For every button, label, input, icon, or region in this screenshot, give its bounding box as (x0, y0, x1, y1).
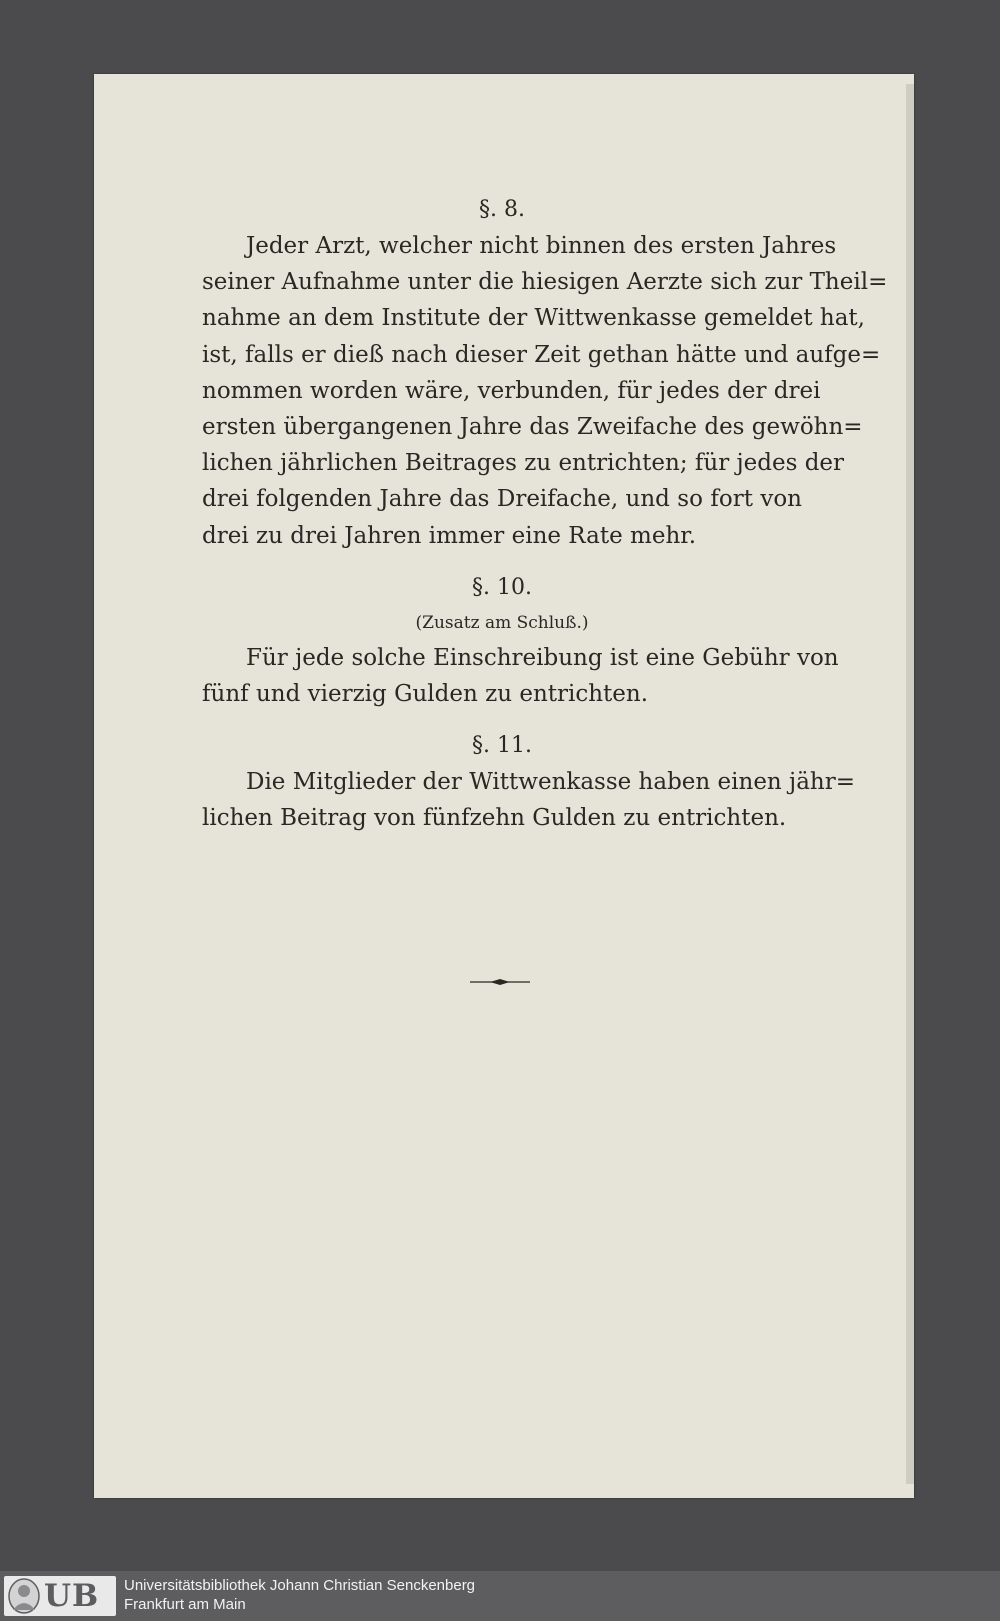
paragraph-section-10 (202, 640, 839, 712)
text-line: drei folgenden Jahre das Dreifache, und so fort von (202, 486, 802, 513)
section-heading-10: §. 10. (472, 574, 532, 600)
text-line: nahme an dem Institute der Wittwenkasse gemeldet hat, (202, 305, 865, 332)
section-note: (Zusatz am Schluß.) (415, 612, 589, 633)
text-line: lichen Beitrag von fünfzehn Gulden zu entrichten. (202, 805, 787, 832)
library-logo (4, 1576, 116, 1616)
text-line: Die Mitglieder der Wittwenkasse haben einen jähr= (246, 769, 855, 796)
text-line: lichen jährlichen Beitrages zu entrichten; für jedes der (202, 450, 845, 477)
text-line: Jeder Arzt, welcher nicht binnen des ersten Jahres (246, 233, 837, 259)
section-heading-8: §. 8. (479, 197, 525, 222)
ornament-divider (470, 977, 530, 987)
page-edge (906, 84, 914, 1484)
library-footer (0, 1571, 1000, 1621)
text-line: drei zu drei Jahren immer eine Rate mehr. (202, 522, 697, 549)
paragraph-section-8 (202, 228, 888, 554)
logo-text: UB (44, 1578, 100, 1614)
text-line: Für jede solche Einschreibung ist eine Gebühr von (246, 644, 839, 671)
library-city: Frankfurt am Main (124, 1596, 246, 1613)
portrait-icon (7, 1578, 41, 1614)
text-line: seiner Aufnahme unter die hiesigen Aerzte sich zur Theil= (202, 269, 888, 296)
text-line: fünf und vierzig Gulden zu entrichten. (202, 681, 649, 708)
paragraph-section-11 (202, 764, 855, 836)
section-heading-11: §. 11. (472, 733, 532, 759)
document-text (202, 192, 888, 837)
text-line: ersten übergangenen Jahre das Zweifache des gewöhn= (202, 414, 863, 441)
text-line: ist, falls er dieß nach dieser Zeit gethan hätte und aufge= (202, 341, 881, 368)
text-line: nommen worden wäre, verbunden, für jedes der drei (202, 377, 821, 404)
library-name: Universitätsbibliothek Johann Christian Senckenberg (124, 1577, 476, 1594)
